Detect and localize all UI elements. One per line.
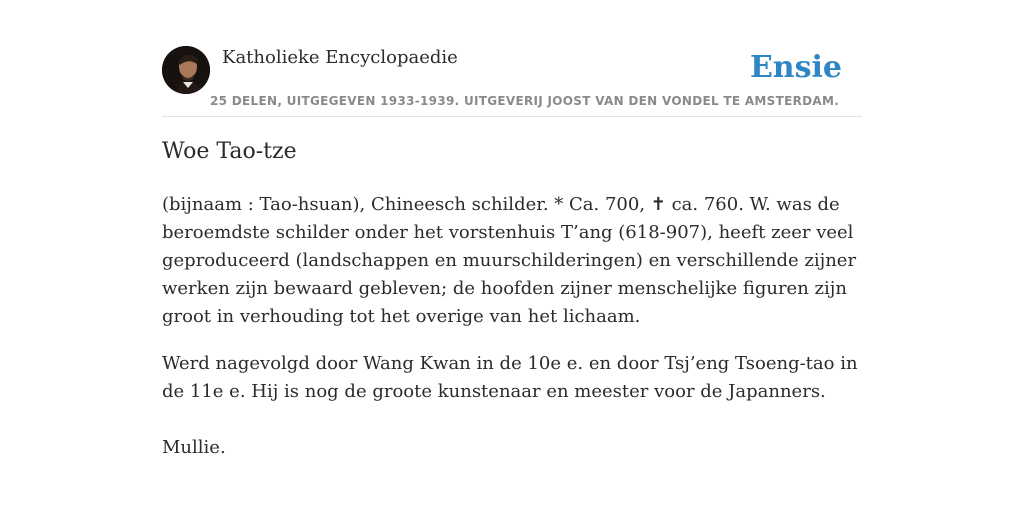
book-subtitle: 25 DELEN, UITGEGEVEN 1933-1939. UITGEVERIJ JOOST VAN DEN VONDEL TE AMSTERDAM. — [210, 94, 840, 108]
book-avatar-icon[interactable] — [162, 46, 210, 94]
entry-paragraph-2: Werd nagevolgd door Wang Kwan in de 10e e. en door Tsj’eng Tsoeng-tao in de 11e e. Hij is nog de groote kunstenaar en meester voor de Japanners. — [162, 353, 858, 402]
entry-paragraph-1: (bijnaam : Tao-hsuan), Chineesch schilder. * Ca. 700, ✝ ca. 760. W. was de beroemdste schilder onder het vorstenhuis T’ang (618-907), heeft zeer veel geproduceerd (landschappen en muurschilderingen) en verschillende zijner werken zijn bewaard gebleven; de hoofden zijner menschelijke figuren zijn groot in verhouding tot het overige van het lichaam. — [162, 194, 857, 327]
entry-content — [162, 191, 862, 481]
ensie-logo-link[interactable]: Ensie — [749, 50, 842, 85]
book-title[interactable]: Katholieke Encyclopaedie — [222, 47, 458, 68]
entry-title: Woe Tao-tze — [162, 139, 297, 164]
portrait-icon — [162, 46, 210, 94]
page-header — [162, 46, 862, 117]
entry-signature: Mullie. — [162, 437, 226, 458]
